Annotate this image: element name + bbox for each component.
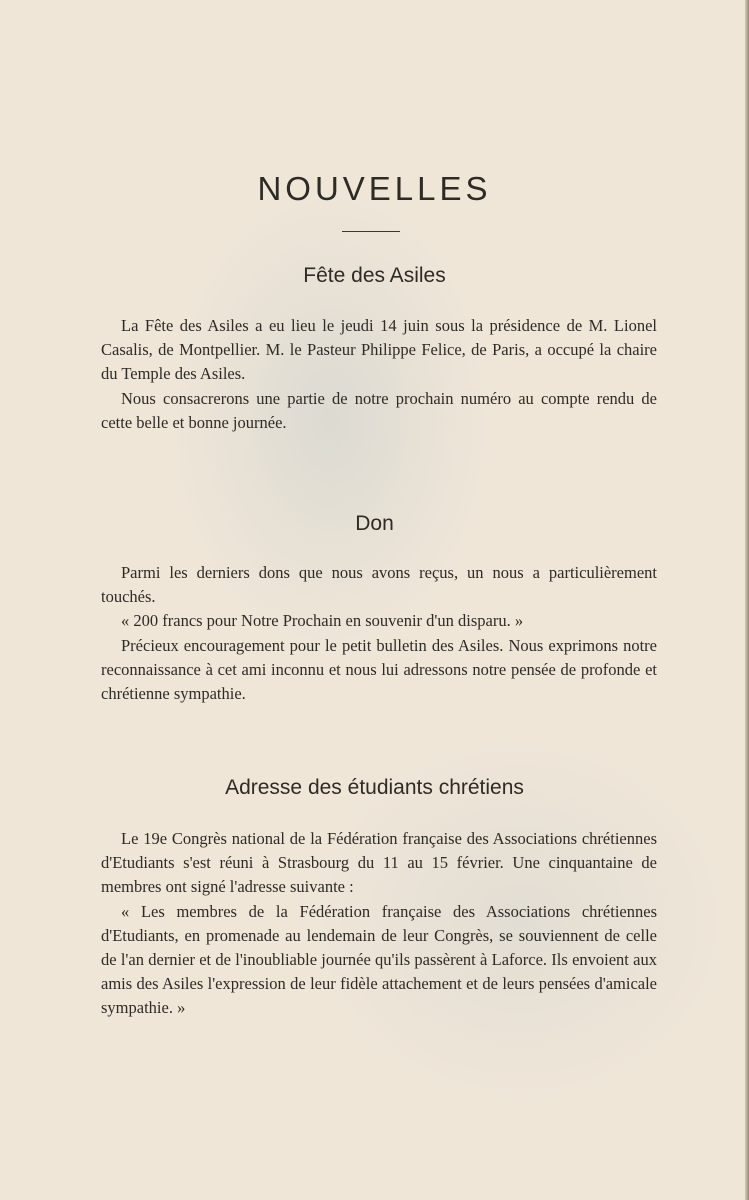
paragraph: « Les membres de la Fédération française des Associations chrétiennes d'Etudiants, en promenade au lendemain de leur Congrès, se souviennent de celle de l'an dernier et de l'inoubliable journée qu'ils passèrent à Laforce. Ils envoient aux amis des Asiles l'expression de leur fidèle attachement et de leurs pensées d'amicale sympathie. » (101, 901, 657, 1018)
section-title-don: Don (355, 512, 394, 535)
paragraph: Parmi les derniers dons que nous avons reçus, un nous a particulièrement touchés. (101, 563, 657, 607)
section-title-fete: Fête des Asiles (303, 264, 446, 287)
section-body-adresse (101, 827, 657, 1021)
page-title: NOUVELLES (257, 170, 492, 207)
paragraph: La Fête des Asiles a eu lieu le jeudi 14 juin sous la présidence de M. Lionel Casalis, de Montpellier. M. le Pasteur Philippe Felice, de Paris, a occupé la chaire du Temple des Asiles. (101, 316, 657, 384)
paragraph: Nous consacrerons une partie de notre prochain numéro au compte rendu de cette belle et bonne journée. (101, 388, 657, 432)
paragraph: Le 19e Congrès national de la Fédération française des Associations chrétiennes d'Etudiants s'est réuni à Strasbourg du 11 au 15 février. Une cinquantaine de membres ont signé l'adresse suivante : (101, 829, 657, 897)
title-divider (342, 231, 400, 232)
section-title-adresse: Adresse des étudiants chrétiens (225, 776, 524, 799)
section-body-fete (101, 314, 657, 435)
section-body-don (101, 561, 657, 706)
paragraph: Précieux encouragement pour le petit bulletin des Asiles. Nous exprimons notre reconnaissance à cet ami inconnu et nous lui adressons notre pensée de profonde et chrétienne sympathie. (101, 635, 657, 704)
paragraph: « 200 francs pour Notre Prochain en souvenir d'un disparu. » (121, 611, 524, 631)
